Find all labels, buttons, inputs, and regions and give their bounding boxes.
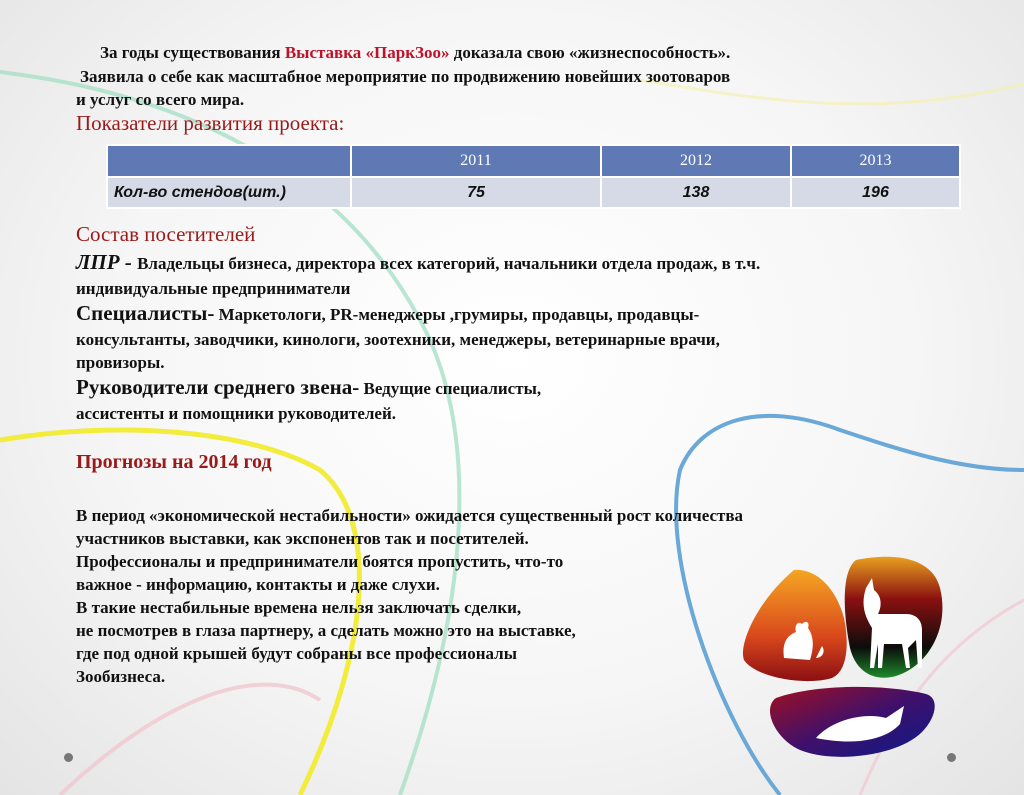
table-header-cell — [107, 145, 351, 177]
mid-label: Руководители среднего звена- — [76, 375, 360, 399]
lpr-line-2: индивидуальные предприниматели — [76, 279, 351, 298]
spec-line-2: консультанты, заводчики, кинологи, зоотехники, менеджеры, ветеринарные врачи, — [76, 330, 720, 349]
mid-text: Ведущие специалисты, — [359, 379, 542, 398]
table-row — [107, 177, 960, 208]
table-header-row — [107, 145, 960, 177]
spec-label: Специалисты- — [76, 301, 215, 325]
table-header-cell: 2012 — [601, 145, 791, 177]
parkzoo-logo-icon — [736, 548, 952, 770]
lpr-label: ЛПР - — [76, 250, 138, 274]
mid-line-1 — [76, 376, 541, 400]
forecast-line: участников выставки, как экспонентов так и посетителей. — [76, 529, 529, 548]
lpr-line-1 — [76, 251, 760, 275]
forecast-line: Зообизнеса. — [76, 667, 166, 686]
mid-line-2: ассистенты и помощники руководителей. — [76, 404, 397, 423]
table-cell: 138 — [601, 177, 791, 208]
spec-line-3: провизоры. — [76, 353, 165, 372]
forecast-line: В такие нестабильные времена нельзя заключать сделки, — [76, 598, 522, 617]
indicators-table — [106, 144, 961, 209]
lpr-text: Владельцы бизнеса, директора всех категорий, начальники отдела продаж, в т.ч. — [137, 254, 761, 273]
forecast-heading: Прогнозы на 2014 год — [76, 451, 272, 473]
indicators-heading: Показатели развития проекта: — [76, 111, 345, 135]
table-cell: 196 — [791, 177, 960, 208]
table-header-cell: 2013 — [791, 145, 960, 177]
intro-text: За годы существования — [100, 43, 285, 62]
brand-name: Выставка «ПаркЗоо» — [284, 43, 450, 62]
table-header-cell: 2011 — [351, 145, 601, 177]
spec-line-1 — [76, 302, 699, 326]
forecast-line: В период «экономической нестабильности» ожидается существенный рост количества — [76, 506, 744, 525]
intro-text: доказала свою «жизнеспособность». — [449, 43, 731, 62]
intro-line-3: и услуг со всего мира. — [76, 90, 245, 109]
spec-text: Маркетологи, PR-менеджеры ,грумиры, продавцы, продавцы- — [214, 305, 700, 324]
table-row-label: Кол-во стендов(шт.) — [107, 177, 351, 208]
visitors-heading: Состав посетителей — [76, 222, 256, 246]
forecast-line: не посмотрев в глаза партнеру, а сделать можно это на выставке, — [76, 621, 576, 640]
table-cell: 75 — [351, 177, 601, 208]
intro-line-1 — [100, 41, 730, 64]
forecast-line: важное - информацию, контакты и даже слухи. — [76, 575, 440, 594]
forecast-line: Профессионалы и предприниматели боятся пропустить, что-то — [76, 552, 564, 571]
slide-dot-left — [64, 753, 73, 762]
forecast-line: где под одной крышей будут собраны все профессионалы — [76, 644, 517, 663]
intro-line-2: Заявила о себе как масштабное мероприятие по продвижению новейших зоотоваров — [80, 67, 731, 86]
slide-dot-right — [947, 753, 956, 762]
